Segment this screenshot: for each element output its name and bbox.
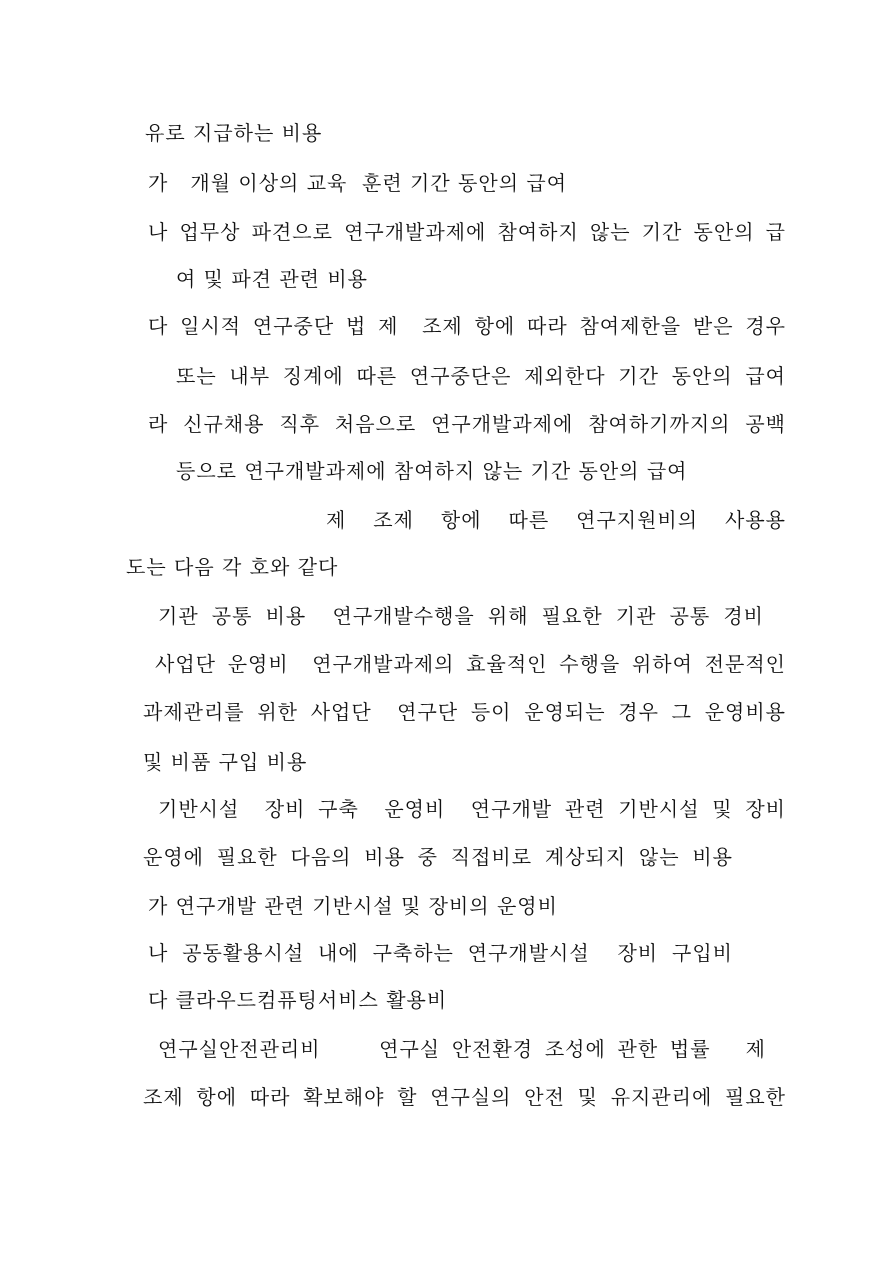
text-line: 다 클라우드컴퓨팅서비스 활용비 [148, 988, 448, 1012]
text-line: 사업단 운영비 연구개발과제의 효율적인 수행을 위하여 전문적인 [155, 652, 786, 676]
text-line: 연구실안전관리비 연구실 안전환경 조성에 관한 법률 제 [158, 1037, 766, 1061]
text-line: 기반시설 장비 구축 운영비 연구개발 관련 기반시설 및 장비 [158, 797, 786, 821]
text-line: 다 일시적 연구중단 법 제 조제 항에 따라 참여제한을 받은 경우 [148, 314, 786, 338]
text-line: 기관 공통 비용 연구개발수행을 위해 필요한 기관 공통 경비 [158, 604, 764, 628]
text-line: 운영에 필요한 다음의 비용 중 직접비로 계상되지 않는 비용 [143, 845, 733, 869]
text-line: 가 개월 이상의 교육 훈련 기간 동안의 급여 [148, 171, 568, 195]
text-line: 가 연구개발 관련 기반시설 및 장비의 운영비 [148, 894, 558, 918]
text-line: 및 비품 구입 비용 [143, 750, 308, 774]
text-line: 도는 다음 각 호와 같다 [126, 555, 339, 579]
text-line: 제 조제 항에 따른 연구지원비의 사용용 [326, 508, 786, 532]
text-line: 유로 지급하는 비용 [145, 121, 323, 145]
text-line: 조제 항에 따라 확보해야 할 연구실의 안전 및 유지관리에 필요한 [143, 1085, 786, 1109]
text-line: 나 업무상 파견으로 연구개발과제에 참여하지 않는 기간 동안의 급 [148, 220, 786, 244]
text-line: 과제관리를 위한 사업단 연구단 등이 운영되는 경우 그 운영비용 [143, 700, 786, 724]
text-line: 등으로 연구개발과제에 참여하지 않는 기간 동안의 급여 [176, 459, 688, 483]
text-line: 나 공동활용시설 내에 구축하는 연구개발시설 장비 구입비 [148, 941, 733, 965]
text-line: 라 신규채용 직후 처음으로 연구개발과제에 참여하기까지의 공백 [148, 412, 786, 436]
text-line: 여 및 파견 관련 비용 [176, 267, 368, 291]
text-line: 또는 내부 징계에 따른 연구중단은 제외한다 기간 동안의 급여 [176, 364, 786, 388]
